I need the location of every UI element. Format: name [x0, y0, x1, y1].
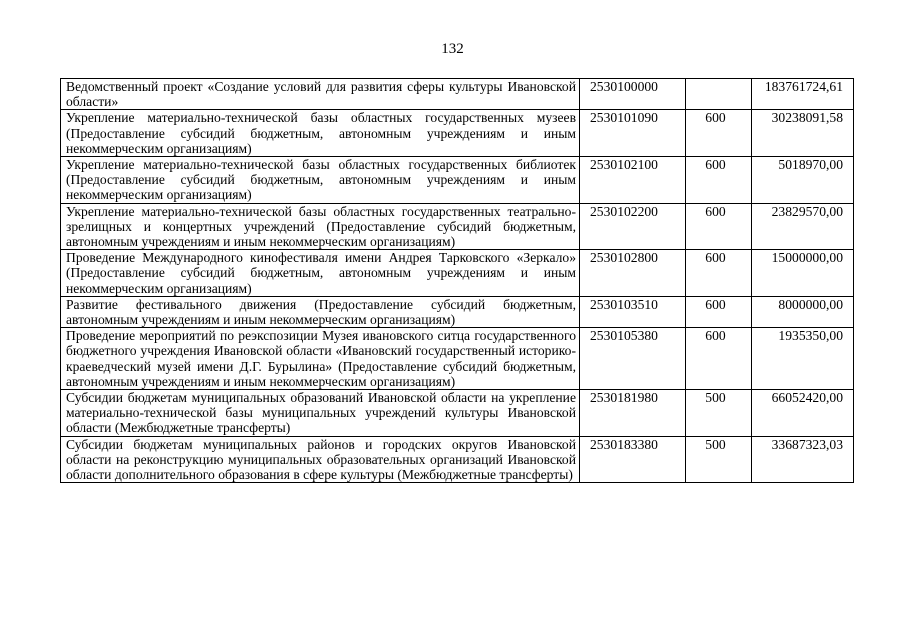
expense-type-cell: 600: [686, 250, 752, 297]
expense-name-cell: Развитие фестивального движения (Предоставление субсидий бюджетным, автономным учреждениям и иным некоммерческим организациям): [61, 296, 580, 327]
expense-type-cell: 600: [686, 203, 752, 250]
expense-name-cell: Субсидии бюджетам муниципальных районов и городских округов Ивановской области на реконструкцию муниципальных образовательных организаций Ивановской области дополнительного образования в сфере культуры (Межбюджетные трансферты): [61, 436, 580, 483]
table-row: [61, 328, 854, 390]
expense-type-cell: 500: [686, 390, 752, 437]
expense-type-cell: 600: [686, 328, 752, 390]
target-code-cell: 2530102200: [580, 203, 686, 250]
expense-type-cell: 600: [686, 296, 752, 327]
table-row: [61, 110, 854, 157]
target-code-cell: 2530101090: [580, 110, 686, 157]
expense-name-cell: Укрепление материально-технической базы областных государственных музеев (Предоставление субсидий бюджетным, автономным учреждениям и иным некоммерческим организациям): [61, 110, 580, 157]
page-number: 132: [441, 41, 464, 57]
target-code-cell: 2530183380: [580, 436, 686, 483]
amount-cell: 8000000,00: [752, 296, 854, 327]
table-row: [61, 250, 854, 297]
expense-name-cell: Ведомственный проект «Создание условий для развития сферы культуры Ивановской области»: [61, 79, 580, 110]
target-code-cell: 2530105380: [580, 328, 686, 390]
expense-type-cell: 500: [686, 436, 752, 483]
amount-cell: 30238091,58: [752, 110, 854, 157]
expense-type-cell: 600: [686, 110, 752, 157]
expense-name-cell: Укрепление материально-технической базы областных государственных библиотек (Предоставление субсидий бюджетным, автономным учреждениям и иным некоммерческим организациям): [61, 157, 580, 204]
amount-cell: 23829570,00: [752, 203, 854, 250]
table-row: [61, 79, 854, 110]
amount-cell: 15000000,00: [752, 250, 854, 297]
amount-cell: 5018970,00: [752, 157, 854, 204]
amount-cell: 1935350,00: [752, 328, 854, 390]
budget-table: [60, 78, 854, 483]
table-row: [61, 390, 854, 437]
table-row: [61, 436, 854, 483]
table-row: [61, 203, 854, 250]
expense-name-cell: Укрепление материально-технической базы областных государственных театрально-зрелищных и концертных учреждений (Предоставление субсидий бюджетным, автономным учреждениям и иным некоммерческим организациям): [61, 203, 580, 250]
target-code-cell: 2530100000: [580, 79, 686, 110]
amount-cell: 183761724,61: [752, 79, 854, 110]
expense-name-cell: Проведение мероприятий по реэкспозиции Музея ивановского ситца государственного бюджетного учреждения Ивановской области «Ивановский государственный историко-краеведческий музей имени Д.Г. Бурылина» (Предоставление субсидий бюджетным, автономным учреждениям и иным некоммерческим организациям): [61, 328, 580, 390]
amount-cell: 66052420,00: [752, 390, 854, 437]
target-code-cell: 2530103510: [580, 296, 686, 327]
expense-type-cell: 600: [686, 157, 752, 204]
expense-name-cell: Проведение Международного кинофестиваля имени Андрея Тарковского «Зеркало» (Предоставление субсидий бюджетным, автономным учреждениям и иным некоммерческим организациям): [61, 250, 580, 297]
target-code-cell: 2530102800: [580, 250, 686, 297]
amount-cell: 33687323,03: [752, 436, 854, 483]
target-code-cell: 2530181980: [580, 390, 686, 437]
table-row: [61, 157, 854, 204]
table-row: [61, 296, 854, 327]
target-code-cell: 2530102100: [580, 157, 686, 204]
expense-type-cell: [686, 79, 752, 110]
expense-name-cell: Субсидии бюджетам муниципальных образований Ивановской области на укрепление материально-технической базы муниципальных учреждений культуры Ивановской области (Межбюджетные трансферты): [61, 390, 580, 437]
